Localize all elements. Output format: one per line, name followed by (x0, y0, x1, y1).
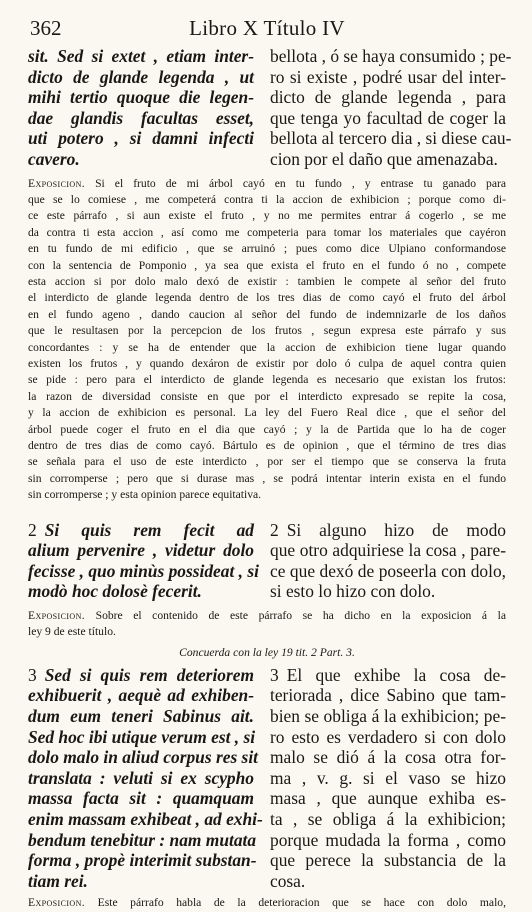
latin-line-text: Sed si quis rem deteriorem (44, 664, 254, 685)
exposition-line: se pide : pero para el interdicto de glande legenda es necesario que existan los frutos: (28, 373, 506, 387)
exposition-line: en el fundo ageno , dando caucion al señor del fundo de indemnizarle de los daños (28, 307, 506, 321)
latin-line: uti potero , si damni infecti (28, 128, 254, 149)
section-number: 2 (28, 519, 37, 540)
exposition-line: concordantes : y se ha de entender que la accion de exhibicion tiene lugar quando (28, 340, 506, 354)
latin-line: dolo malo in aliud corpus res sit (28, 747, 258, 768)
exposition-line: que le resultasen por la percepcion de los frutos , segun expresa este párrafo y sus (28, 324, 506, 338)
section-2 (28, 520, 506, 602)
latin-line: dicto de glande legenda , ut (28, 66, 254, 87)
exposition-2 (28, 608, 506, 641)
latin-line: mihi tertio quoque die legen- (28, 87, 254, 108)
spanish-line: que tenga yo facultad de coger la (270, 107, 506, 128)
exposition-line: ley 9 de este título. (28, 625, 116, 639)
spanish-line: ma , v. g. si el vaso se hizo (270, 767, 506, 788)
latin-line: tiam rei. (28, 870, 88, 891)
exposition-line: esta accion si por dolo malo dexó de existir : tambien le compete al señor del fruto (28, 275, 506, 288)
spanish-line: teriorada , dice Sabino que tam- (270, 685, 506, 706)
exposition-label: Exposicion. (28, 176, 86, 190)
latin-text (28, 664, 263, 892)
latin-line: massa facta sit : quamquam (28, 788, 254, 809)
exposition-line: el interdicto de glande legenda dentro de los tres dias de como cayó el fruto del árbol (28, 291, 506, 305)
spanish-line: bellota , ó se haya consumido ; pe- (270, 46, 512, 66)
exposition-text: Sobre el contenido de este párrafo se ha dicho en la exposicion á la (85, 609, 506, 623)
running-title: Libro X Título IV (189, 16, 345, 40)
exposition-line: con la sentencia de Pomponio , ya sea que exista el fruto en el fundo ó no , compete (28, 258, 506, 272)
latin-line: enim massam exhibeat , ad exhi- (28, 809, 263, 830)
exposition-text: Si el fruto de mi árbol cayó en tu fundo , y entrase tu ganado para (85, 176, 506, 190)
spanish-line: ro esto es verdadero si con dolo (270, 726, 506, 747)
exposition-line (28, 895, 506, 911)
spanish-line-text: Si alguno hizo de modo (286, 519, 506, 540)
exposition-line: existen los frutos , y quando dexáron de existir por dolo ó culpa de aquel contra quien (28, 357, 506, 371)
section-3 (28, 665, 506, 892)
latin-line: translata : veluti si ex scypho (28, 767, 254, 788)
page-number: 362 (30, 16, 62, 40)
spanish-line: cion por el daño que amenazaba. (270, 148, 498, 169)
page (28, 14, 512, 912)
spanish-line: que otro adquiriese la cosa , pare- (270, 540, 506, 561)
spanish-line: porque mudada la forma , como (270, 829, 506, 850)
latin-line: sit. Sed si extet , etiam inter- (28, 46, 254, 66)
latin-line (28, 520, 254, 541)
exposition-line: se señala para el uso de este interdicto , por ser el tiempo que se conserva la fruta (28, 455, 506, 469)
spanish-line: bien se obliga á la exhibicion; pe- (270, 706, 506, 727)
spanish-line: bellota al tercero dia , si diese cau- (270, 128, 512, 149)
exposition-line: que se lo comiese , me competerá contra ti la accion de exhibicion ; porque como di- (28, 192, 506, 206)
exposition-line (28, 176, 506, 192)
exposition-line (28, 608, 506, 624)
latin-line: dum eum teneri Sabinus ait. (28, 706, 254, 727)
exposition-3 (28, 895, 506, 911)
spanish-line: dicto de glande legenda , para (270, 87, 506, 108)
latin-line: exhibuerit , aequè ad exhiben- (28, 685, 254, 706)
exposition-1 (28, 176, 506, 504)
exposition-line: y la accion de exhibicion es personal. La ley del Fuero Real dice , que el señor del (28, 406, 506, 420)
latin-line: modò hoc dolosè fecerit. (28, 581, 202, 602)
spanish-line: malo se dió á la cosa otra for- (270, 747, 506, 768)
spanish-line: masa , que aunque exhiba es- (270, 788, 506, 809)
exposition-line: dentro de tres dias de como cayó. Bártulo es de opinion , que el término de tres dias (28, 439, 506, 453)
latin-line: cavero. (28, 148, 80, 169)
latin-line (28, 665, 254, 686)
spanish-line: ta , se obliga á la exhibicion; (270, 809, 506, 830)
latin-line: dae glandis facultas esset, (28, 107, 254, 128)
exposition-label: Exposicion. (28, 896, 86, 910)
latin-line: fecisse , quo minùs possideat , si (28, 560, 259, 581)
spanish-text (270, 520, 506, 602)
spanish-text (270, 665, 506, 892)
exposition-line: sin corromperse ; y esta opinion parece equitativa. (28, 488, 262, 502)
exposition-line: árbol puede coger el fruto en el dia que cayó ; y la de Partida que lo ha de coger (28, 422, 506, 436)
latin-text (28, 46, 254, 170)
exposition-label: Exposicion. (28, 609, 86, 623)
exposition-line: sin corromperse ; pero que si durase mas , se podrá intentar interin exista en el fundo (28, 471, 506, 485)
spanish-line: ce que dexó de poseerla con dolo, (270, 560, 506, 581)
spanish-line (270, 520, 506, 541)
spanish-line: cosa. (270, 870, 306, 891)
latin-line-text: Si quis rem fecit ad (44, 519, 254, 540)
latin-line: forma , propè interimit substan- (28, 850, 257, 871)
latin-line: alium pervenire , videtur dolo (28, 540, 254, 561)
concordance-note: Concuerda con la ley 19 tit. 2 Part. 3. (179, 645, 355, 659)
section-1 (28, 46, 512, 170)
section-number: 3 (270, 664, 279, 685)
spanish-line: que perece la substancia de la (270, 850, 506, 871)
latin-line: bendum tenebitur : nam mutata (28, 829, 257, 850)
exposition-line: en tu fundo de mi edificio , que se arruinó ; pues como dice Ulpiano conformandose (28, 242, 506, 256)
exposition-line: da contra ti esta accion , así como me competeria para tomar los materiales que cayéron (28, 225, 506, 239)
exposition-line: la razon de diversidad consiste en que por el interdicto expresado se repite la cosa, (28, 389, 506, 403)
spanish-text (270, 46, 512, 170)
exposition-line: ce este párrafo , si aun existe el fruto , y no me permites entrar á cogerlo , se me (28, 209, 506, 223)
spanish-line: si esto lo hizo con dolo. (270, 581, 436, 602)
spanish-line (270, 665, 506, 686)
section-number: 2 (270, 519, 279, 540)
exposition-text: Este párrafo habla de la deterioracion que se hace con dolo malo, (85, 896, 506, 910)
spanish-line-text: El que exhibe la cosa de- (286, 664, 506, 685)
running-head (28, 14, 506, 44)
section-number: 3 (28, 664, 37, 685)
latin-text (28, 519, 259, 602)
latin-line: Sed hoc ibi utique verum est , si (28, 726, 256, 747)
spanish-line: ro si existe , podré usar del inter- (270, 66, 506, 87)
